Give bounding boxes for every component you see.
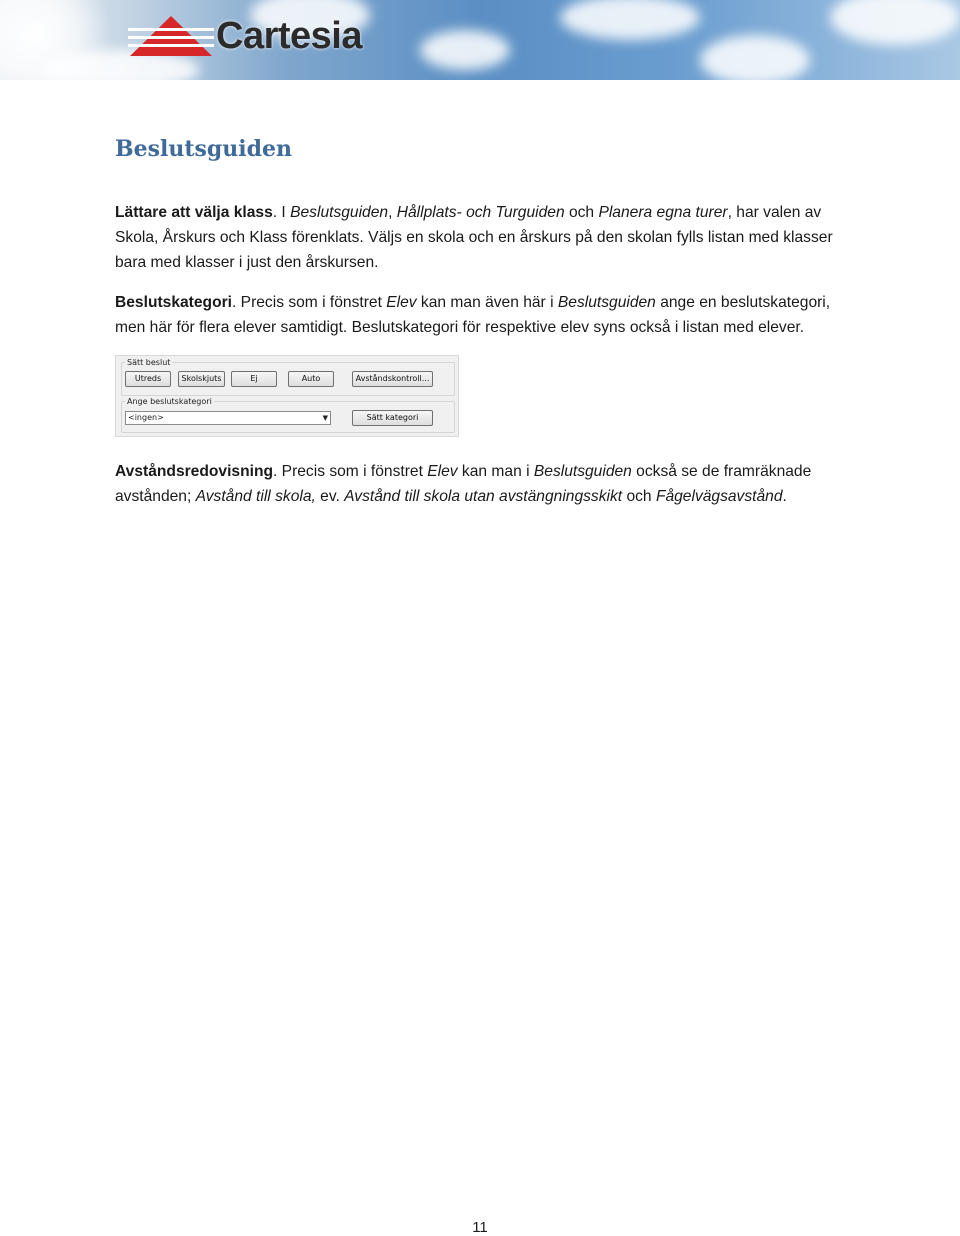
decision-category-label: Ange beslutskategori bbox=[127, 397, 212, 406]
italic-term: Beslutsguiden bbox=[533, 463, 632, 480]
triangle-stripes-icon bbox=[128, 14, 214, 58]
cloud-shape bbox=[700, 35, 810, 80]
text-run: . Precis som i fönstret bbox=[232, 294, 387, 311]
italic-term: Avstånd till skola, bbox=[195, 488, 316, 505]
chevron-down-icon: ▼ bbox=[322, 414, 328, 422]
cartesia-logo bbox=[128, 12, 362, 60]
select-value: <ingen> bbox=[128, 413, 164, 422]
italic-term: Hållplats- och Turguiden bbox=[396, 204, 565, 221]
page-number: 11 bbox=[472, 1219, 488, 1236]
document-body bbox=[115, 134, 855, 524]
ej-button[interactable]: Ej bbox=[231, 371, 277, 387]
bold-term: Lättare att välja klass bbox=[115, 204, 273, 221]
utreds-button[interactable]: Utreds bbox=[125, 371, 171, 387]
decision-category-group bbox=[121, 397, 455, 433]
decision-category-select[interactable] bbox=[125, 411, 331, 425]
set-category-button[interactable]: Sätt kategori bbox=[352, 410, 433, 426]
text-run: ange en beslutskategori, men här för flera elever samtidigt. Beslutskategori för respektive elev syns också i listan med elever. bbox=[115, 294, 831, 336]
text-run: , bbox=[388, 204, 397, 221]
text-run: och bbox=[622, 488, 656, 505]
text-run: . Precis som i fönstret bbox=[273, 463, 428, 480]
text-run: ev. bbox=[315, 488, 345, 505]
cloud-shape bbox=[830, 0, 960, 45]
italic-term: Beslutsguiden bbox=[290, 204, 389, 221]
distance-control-button[interactable]: Avståndskontroll... bbox=[352, 371, 433, 387]
paragraph-class-selection bbox=[115, 200, 855, 275]
section-heading: Beslutsguiden bbox=[115, 136, 292, 162]
set-decision-label: Sätt beslut bbox=[127, 358, 171, 367]
italic-term: Elev bbox=[427, 463, 458, 480]
italic-term: Fågelvägsavstånd bbox=[655, 488, 783, 505]
paragraph-decision-category bbox=[115, 290, 855, 340]
text-run: , har valen av Skola, Årskurs och Klass förenklats. Väljs en skola och en årskurs på den skolan fylls listan med klasser bara med klasser i just den årskursen. bbox=[115, 204, 833, 271]
decision-dialog-screenshot bbox=[115, 355, 459, 437]
skolskjuts-button[interactable]: Skolskjuts bbox=[178, 371, 225, 387]
logo-text: Cartesia bbox=[216, 15, 362, 57]
italic-term: Beslutsguiden bbox=[557, 294, 656, 311]
bold-term: Beslutskategori bbox=[115, 294, 232, 311]
italic-term: Avstånd till skola utan avstängningsskikt bbox=[344, 488, 623, 505]
text-run: . bbox=[782, 488, 787, 505]
set-decision-group bbox=[121, 358, 455, 396]
text-run: kan man även här i bbox=[416, 294, 558, 311]
text-run: också se de framräknade avstånden; bbox=[115, 463, 812, 505]
bold-term: Avståndsredovisning bbox=[115, 463, 273, 480]
header-banner bbox=[0, 0, 960, 80]
auto-button[interactable]: Auto bbox=[288, 371, 334, 387]
text-run: . I bbox=[272, 204, 291, 221]
italic-term: Planera egna turer bbox=[598, 204, 728, 221]
text-run: kan man i bbox=[457, 463, 534, 480]
paragraph-distance-reporting bbox=[115, 459, 855, 509]
cloud-shape bbox=[560, 0, 700, 40]
text-run: och bbox=[564, 204, 599, 221]
italic-term: Elev bbox=[386, 294, 417, 311]
cloud-shape bbox=[420, 30, 510, 70]
